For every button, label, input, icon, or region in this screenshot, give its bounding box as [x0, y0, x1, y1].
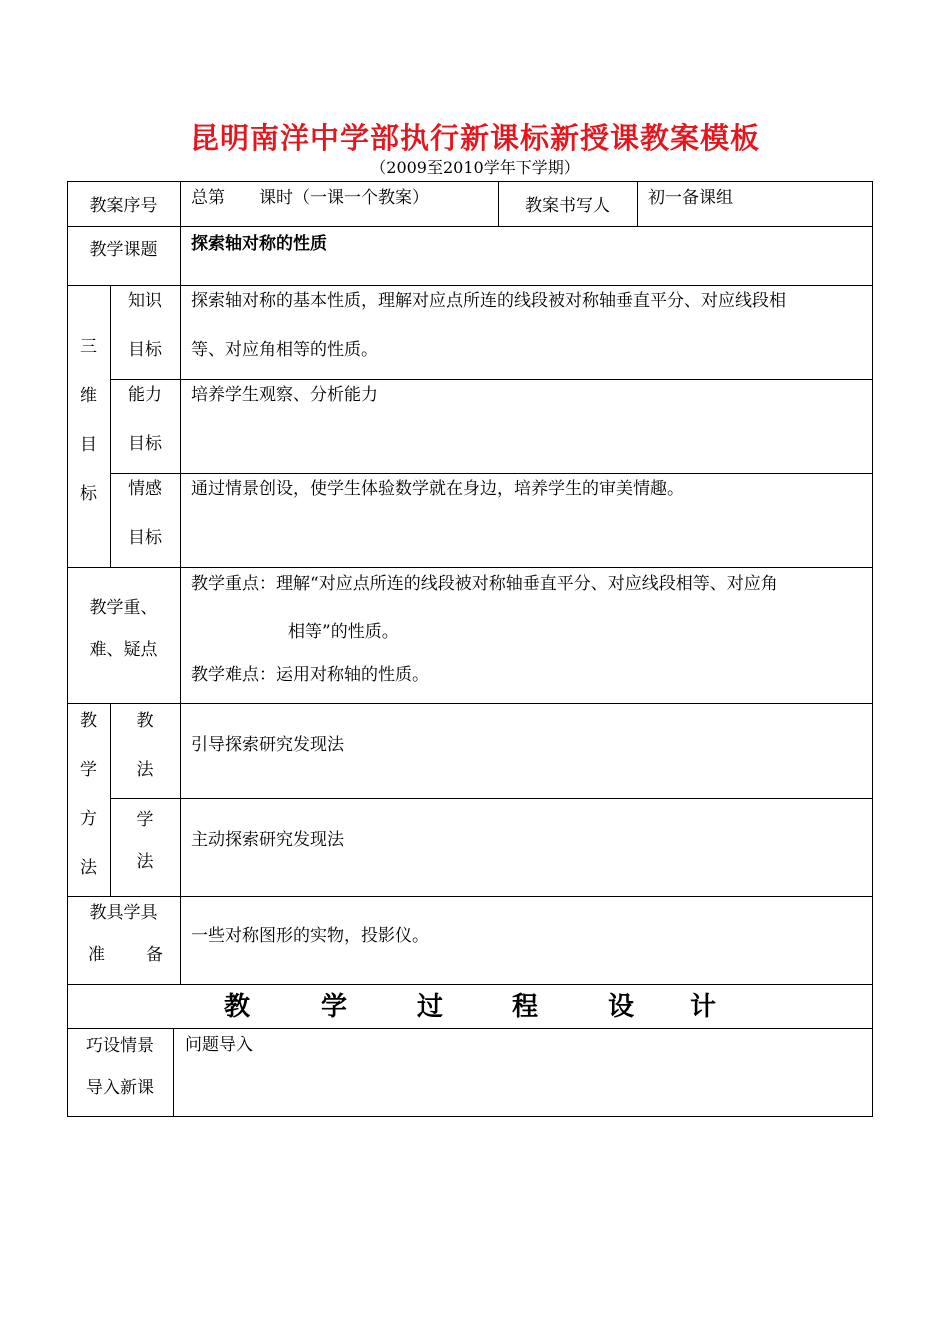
learn-method-label: 法 — [136, 852, 154, 872]
tools-label-char: 备 — [146, 945, 163, 965]
knowledge-text-line1: 探索轴对称的基本性质，理解对应点所连的线段被对称轴垂直平分、对应线段相 — [191, 291, 786, 311]
design-char: 程 — [512, 992, 539, 1022]
design-char: 计 — [690, 992, 717, 1022]
tools-label: 教具学具 — [89, 903, 158, 923]
seq-value: 总第 课时（一课一个教案） — [191, 188, 429, 208]
design-char: 教 — [224, 992, 251, 1022]
emotion-label: 目标 — [128, 528, 162, 548]
writer-value: 初一备课组 — [648, 188, 733, 208]
goals-label-char: 维 — [80, 386, 97, 406]
ability-text: 培养学生观察、分析能力 — [191, 385, 378, 405]
goals-label-char: 三 — [80, 337, 97, 357]
goals-label-char: 标 — [80, 484, 97, 504]
keypoints-label: 教学重、 — [89, 598, 158, 618]
emotion-label: 情感 — [128, 479, 162, 499]
goals-label-char: 目 — [80, 435, 97, 455]
tools-text: 一些对称图形的实物，投影仪。 — [191, 926, 429, 946]
keypoints-label: 难、疑点 — [89, 640, 158, 660]
design-char: 过 — [417, 992, 444, 1022]
learn-method-text: 主动探索研究发现法 — [191, 830, 344, 850]
intro-text: 问题导入 — [185, 1035, 253, 1055]
emotion-text: 通过情景创设，使学生体验数学就在身边，培养学生的审美情趣。 — [191, 479, 684, 499]
design-char: 设 — [608, 992, 635, 1022]
keypoints-line3: 教学难点：运用对称轴的性质。 — [191, 665, 429, 685]
intro-label: 巧设情景 — [86, 1036, 154, 1056]
methods-label-char: 方 — [80, 809, 97, 829]
knowledge-label: 目标 — [128, 340, 162, 360]
ability-label: 能力 — [128, 385, 162, 405]
intro-label: 导入新课 — [86, 1078, 154, 1098]
tools-label-char: 准 — [88, 945, 105, 965]
teach-method-text: 引导探索研究发现法 — [191, 735, 344, 755]
learn-method-label: 学 — [136, 810, 154, 830]
topic-label: 教学课题 — [89, 240, 158, 260]
teach-method-label: 法 — [136, 760, 154, 780]
knowledge-text-line2: 等、对应角相等的性质。 — [191, 340, 378, 360]
document-title: 昆明南洋中学部执行新课标新授课教案模板 — [189, 121, 760, 155]
design-char: 学 — [321, 992, 348, 1022]
ability-label: 目标 — [128, 434, 162, 454]
methods-label-char: 学 — [80, 760, 97, 780]
topic-value: 探索轴对称的性质 — [191, 234, 327, 254]
keypoints-line2: 相等”的性质。 — [288, 622, 399, 642]
seq-label: 教案序号 — [89, 196, 158, 216]
methods-label-char: 教 — [80, 711, 97, 731]
methods-label-char: 法 — [80, 858, 97, 878]
document-subtitle: （2009至2010学年下学期） — [370, 158, 580, 177]
writer-label: 教案书写人 — [525, 196, 610, 216]
knowledge-label: 知识 — [128, 291, 162, 311]
keypoints-line1: 教学重点：理解“对应点所连的线段被对称轴垂直平分、对应线段相等、对应角 — [191, 574, 778, 594]
teach-method-label: 教 — [136, 711, 154, 731]
